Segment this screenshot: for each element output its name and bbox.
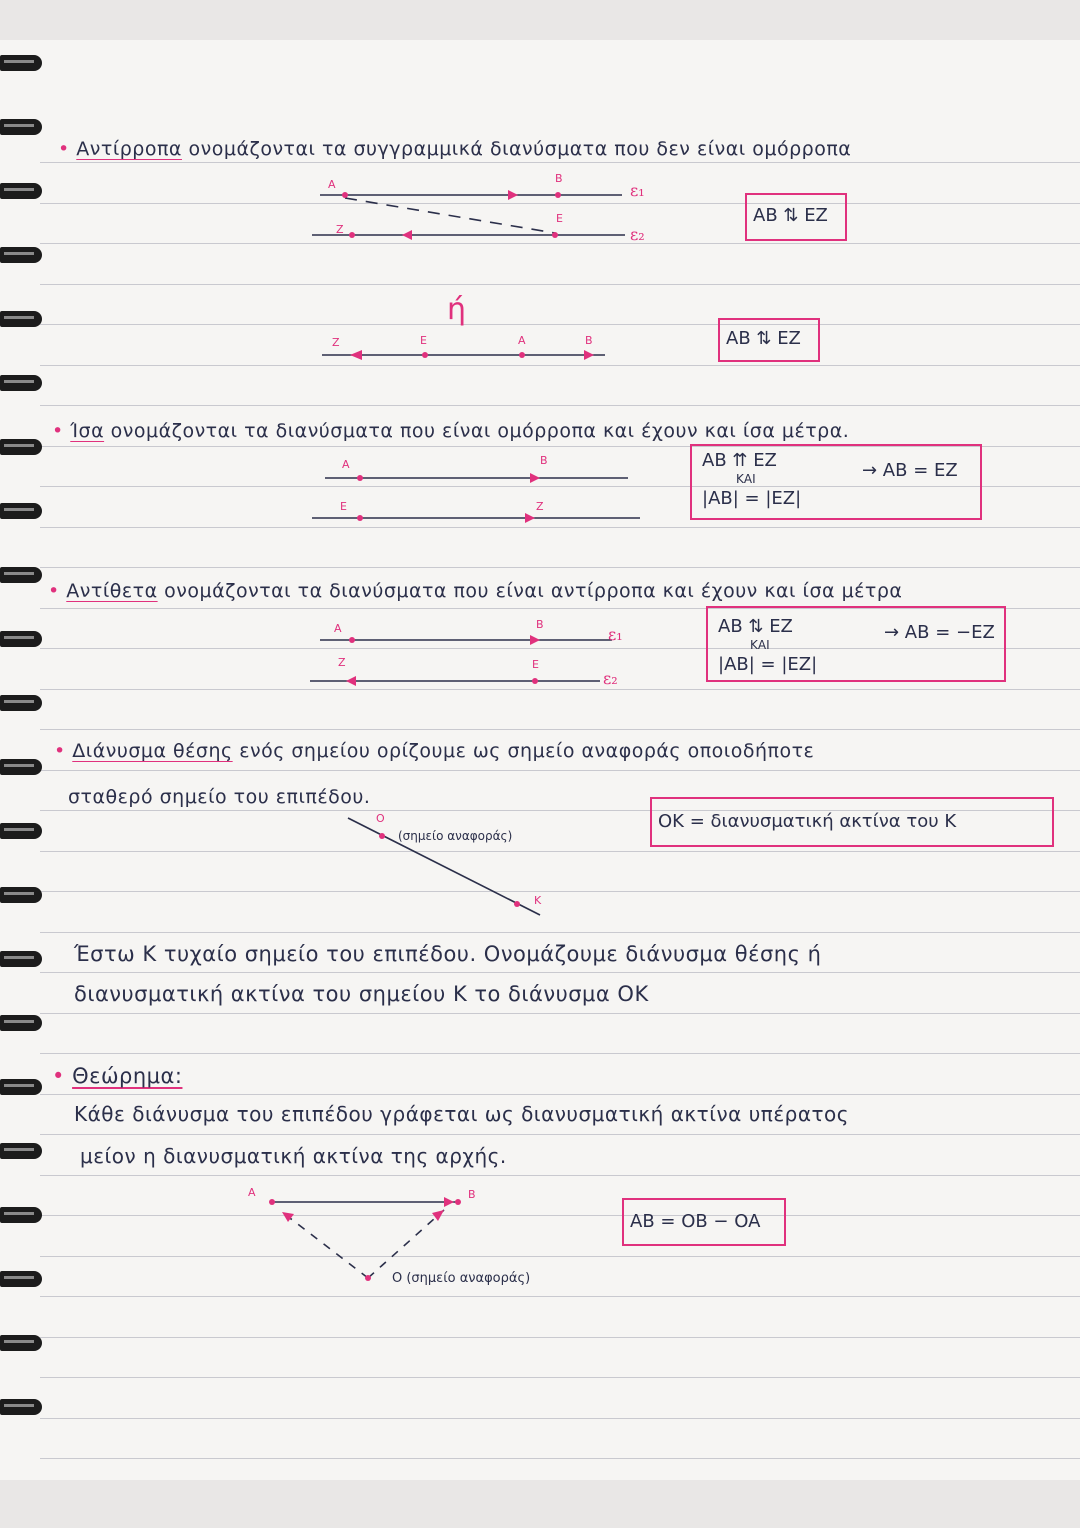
point-o xyxy=(379,833,385,839)
label-e: E xyxy=(556,212,563,225)
arrowhead xyxy=(508,190,518,200)
label-e: E xyxy=(340,500,347,513)
arrowhead xyxy=(530,473,540,483)
label-e1: ε₁ xyxy=(630,181,645,200)
label-b: B xyxy=(540,454,548,467)
theorem-line1: Κάθε διάνυσμα του επιπέδου γράφεται ως διανυσματική ακτίνα υπέρατος xyxy=(74,1102,850,1126)
point-k xyxy=(514,901,520,907)
label-b: B xyxy=(555,172,563,185)
point-o xyxy=(365,1275,371,1281)
label-o: O xyxy=(376,812,385,825)
antirropa-box-1: AB ⇅ EZ xyxy=(745,193,847,241)
paragraph-estw-line1: Έστω K τυχαίο σημείο του επιπέδου. Ονομάζουμε διάνυσμα θέσης ή xyxy=(74,942,822,966)
theorem-title: • Θεώρημα: xyxy=(52,1064,183,1088)
point-e xyxy=(552,232,558,238)
point-e xyxy=(357,515,363,521)
label-b: B xyxy=(536,618,544,631)
point-e xyxy=(422,352,428,358)
definition-isa: • Ίσα ονομάζονται τα διανύσματα που είναι ομόρροπα και έχουν και ίσα μέτρα. xyxy=(52,420,850,442)
arrowhead xyxy=(584,350,594,360)
arrowhead xyxy=(402,230,412,240)
label-reference-point: O (σημείο αναφοράς) xyxy=(392,1271,531,1286)
label-e: E xyxy=(420,334,427,347)
label-b: B xyxy=(585,334,593,347)
theorem-box: AB = OB − OA xyxy=(622,1198,786,1246)
point-a xyxy=(349,637,355,643)
arrowhead xyxy=(282,1212,294,1222)
point-a xyxy=(357,475,363,481)
dashed-oa xyxy=(282,1212,368,1278)
label-e2: ε₂ xyxy=(603,669,618,688)
label-z: Z xyxy=(332,336,340,349)
label-z: Z xyxy=(536,500,544,513)
label-e2: ε₂ xyxy=(630,225,645,244)
arrowhead xyxy=(530,635,540,645)
arrowhead xyxy=(346,676,356,686)
label-reference-point: (σημείο αναφοράς) xyxy=(398,829,513,843)
label-a: A xyxy=(328,178,336,191)
antirropa-box-2: AB ⇅ EZ xyxy=(718,318,820,362)
label-z: Z xyxy=(338,656,346,669)
point-a xyxy=(519,352,525,358)
position-vector-box: OK = διανυσματική ακτίνα του K xyxy=(650,797,1054,847)
arrowhead xyxy=(444,1197,454,1207)
arrowhead xyxy=(432,1210,444,1221)
dashed-connector xyxy=(345,198,555,233)
point-b xyxy=(455,1199,461,1205)
label-e1: ε₁ xyxy=(608,625,623,644)
point-e xyxy=(532,678,538,684)
definition-dianysma-thesis: • Διάνυσμα θέσης ενός σημείου ορίζουμε ως σημείο αναφοράς οποιοδήποτε xyxy=(54,740,815,762)
definition-antitheta: • Αντίθετα ονομάζονται τα διανύσματα που είναι αντίρροπα και έχουν και ίσα μέτρα xyxy=(48,580,903,602)
label-a: A xyxy=(248,1186,256,1199)
arrowhead xyxy=(525,513,535,523)
or-label: ή xyxy=(447,292,467,327)
label-e: E xyxy=(532,658,539,671)
isa-box: AB ⇈ EZ ΚΑΙ |AB| = |EZ| → AB = EZ xyxy=(690,444,982,520)
arrowhead xyxy=(350,350,362,360)
definition-antirropa: • Αντίρροπα ονομάζονται τα συγγραμμικά διανύσματα που δεν είναι ομόρροπα xyxy=(58,138,852,160)
point-a xyxy=(269,1199,275,1205)
label-z: Z xyxy=(336,223,344,236)
antitheta-box: AB ⇅ EZ ΚΑΙ |AB| = |EZ| → AB = −EZ xyxy=(706,606,1006,682)
label-a: A xyxy=(342,458,350,471)
dashed-ob xyxy=(368,1210,444,1278)
label-k: K xyxy=(534,894,542,907)
paragraph-estw-line2: διανυσματική ακτίνα του σημείου K το διάνυσμα OK xyxy=(74,982,649,1006)
definition-dianysma-thesis-line2: σταθερό σημείο του επιπέδου. xyxy=(68,786,371,808)
theorem-line2: μείον η διανυσματική ακτίνα της αρχής. xyxy=(80,1144,507,1168)
label-b: B xyxy=(468,1188,476,1201)
label-a: A xyxy=(334,622,342,635)
point-z xyxy=(349,232,355,238)
point-b xyxy=(555,192,561,198)
point-a xyxy=(342,192,348,198)
label-a: A xyxy=(518,334,526,347)
